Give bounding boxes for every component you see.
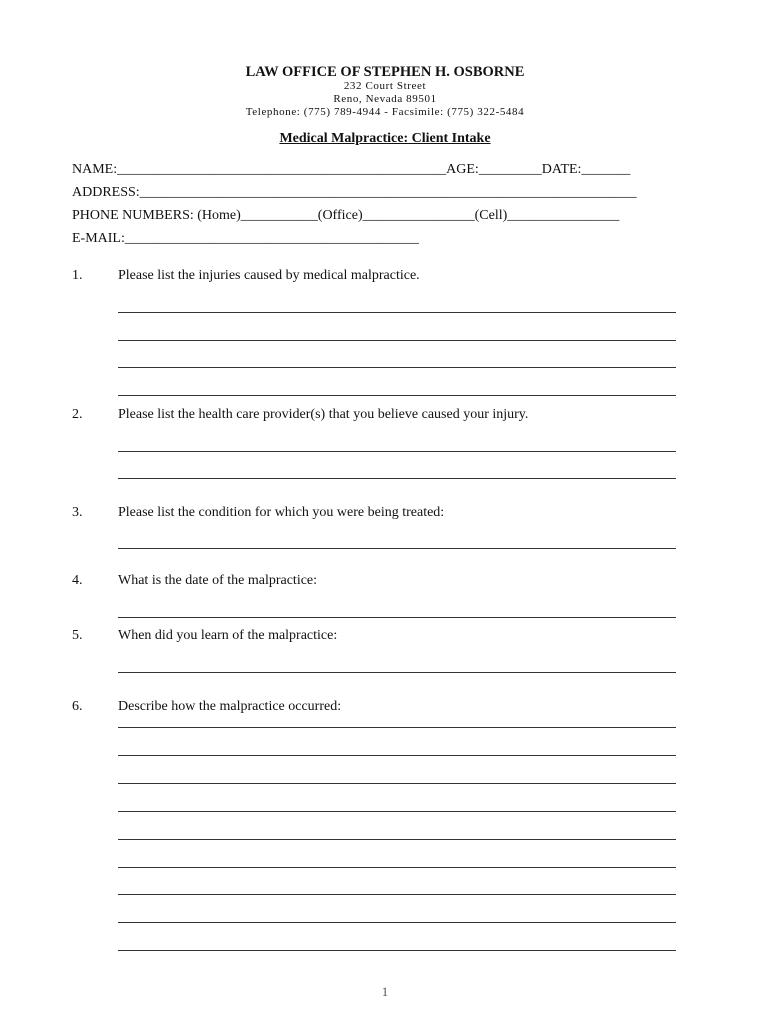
firm-city: Reno, Nevada 89501 — [333, 93, 437, 105]
answer-line[interactable] — [118, 727, 676, 728]
firm-street: 232 Court Street — [343, 80, 427, 92]
answer-line[interactable] — [118, 340, 676, 341]
question-5-text: When did you learn of the malpractice: — [118, 628, 338, 643]
question-5-number: 5. — [72, 628, 83, 643]
firm-name: LAW OFFICE OF STEPHEN H. OSBORNE — [245, 64, 525, 80]
answer-line[interactable] — [118, 755, 676, 756]
question-1-text: Please list the injuries caused by medical malpractice. — [118, 268, 420, 283]
answer-line[interactable] — [118, 672, 676, 673]
answer-line[interactable] — [118, 894, 676, 895]
name-age-date-field[interactable]: NAME:_______________________________________________AGE:_________DATE:_______ — [72, 162, 631, 177]
phone-numbers-field[interactable]: PHONE NUMBERS: (Home)___________(Office)________________(Cell)________________ — [72, 208, 620, 223]
answer-line[interactable] — [118, 867, 676, 868]
question-1-number: 1. — [72, 268, 83, 283]
question-6-text: Describe how the malpractice occurred: — [118, 699, 342, 714]
question-4-number: 4. — [72, 573, 83, 588]
answer-line[interactable] — [118, 478, 676, 479]
answer-line[interactable] — [118, 312, 676, 313]
answer-line[interactable] — [118, 839, 676, 840]
page-number: 1 — [381, 984, 389, 999]
answer-line[interactable] — [118, 811, 676, 812]
question-2-text: Please list the health care provider(s) that you believe caused your injury. — [118, 407, 529, 422]
question-2-number: 2. — [72, 407, 83, 422]
question-6-number: 6. — [72, 699, 83, 714]
answer-line[interactable] — [118, 395, 676, 396]
email-field[interactable]: E-MAIL:__________________________________________ — [72, 231, 419, 246]
answer-line[interactable] — [118, 548, 676, 549]
question-4-text: What is the date of the malpractice: — [118, 573, 318, 588]
answer-line[interactable] — [118, 922, 676, 923]
answer-line[interactable] — [118, 783, 676, 784]
question-3-number: 3. — [72, 505, 83, 520]
answer-line[interactable] — [118, 367, 676, 368]
answer-line[interactable] — [118, 617, 676, 618]
address-field[interactable]: ADDRESS:_______________________________________________________________________ — [72, 185, 637, 200]
question-3-text: Please list the condition for which you were being treated: — [118, 505, 445, 520]
form-title: Medical Malpractice: Client Intake — [279, 131, 491, 146]
firm-contact: Telephone: (775) 789-4944 - Facsimile: (775) 322-5484 — [245, 106, 525, 118]
answer-line[interactable] — [118, 451, 676, 452]
answer-line[interactable] — [118, 950, 676, 951]
